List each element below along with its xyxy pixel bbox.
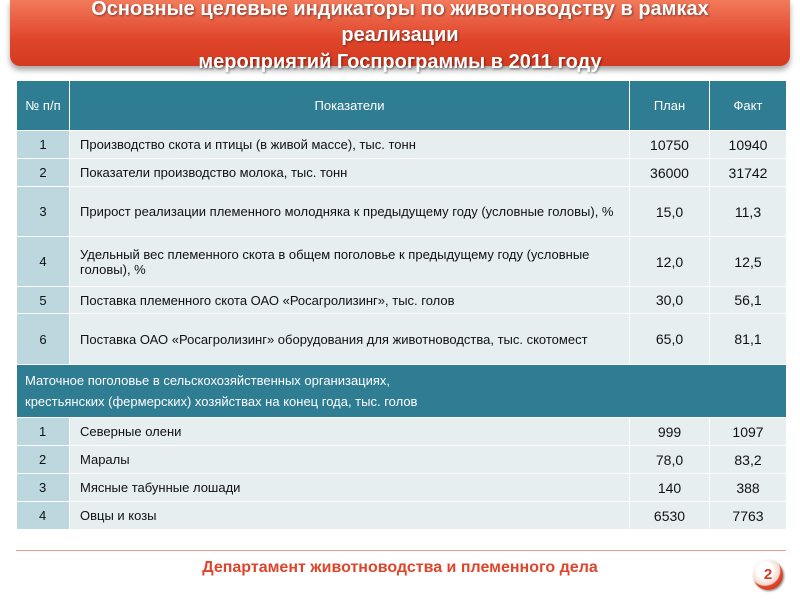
row-indicator: Прирост реализации племенного молодняка к предыдущему году (условные головы), % bbox=[70, 187, 630, 237]
table-row bbox=[17, 314, 787, 365]
row-indicator: Поставка ОАО «Росагролизинг» оборудования для животноводства, тыс. скотомест bbox=[70, 314, 630, 365]
row-fact: 1097 bbox=[710, 418, 787, 446]
row-num: 3 bbox=[17, 187, 70, 237]
section-header bbox=[17, 365, 787, 418]
row-plan: 15,0 bbox=[630, 187, 710, 237]
header-fact: Факт bbox=[710, 81, 787, 131]
row-num: 4 bbox=[17, 502, 70, 530]
row-fact: 10940 bbox=[710, 131, 787, 159]
row-plan: 6530 bbox=[630, 502, 710, 530]
row-indicator: Овцы и козы bbox=[70, 502, 630, 530]
row-num: 6 bbox=[17, 314, 70, 365]
table-row bbox=[17, 502, 787, 530]
row-plan: 10750 bbox=[630, 131, 710, 159]
page-title-line-1: Основные целевые индикаторы по животноводству в рамках bbox=[91, 0, 709, 20]
row-plan: 30,0 bbox=[630, 287, 710, 314]
row-fact: 31742 bbox=[710, 159, 787, 187]
indicators-table bbox=[16, 80, 787, 530]
row-indicator: Производство скота и птицы (в живой массе), тыс. тонн bbox=[70, 131, 630, 159]
row-indicator: Маралы bbox=[70, 446, 630, 474]
table-row bbox=[17, 159, 787, 187]
row-num: 1 bbox=[17, 418, 70, 446]
table-row bbox=[17, 131, 787, 159]
table-row bbox=[17, 187, 787, 237]
row-indicator: Поставка племенного скота ОАО «Росагролизинг», тыс. голов bbox=[70, 287, 630, 314]
row-num: 3 bbox=[17, 474, 70, 502]
row-fact: 388 bbox=[710, 474, 787, 502]
row-num: 1 bbox=[17, 131, 70, 159]
section-header-line-2: крестьянских (фермерских) хозяйствах на конец года, тыс. голов bbox=[25, 394, 418, 409]
row-num: 2 bbox=[17, 446, 70, 474]
row-num: 2 bbox=[17, 159, 70, 187]
footer-divider bbox=[16, 550, 786, 551]
row-plan: 36000 bbox=[630, 159, 710, 187]
footer-department: Департамент животноводства и племенного дела bbox=[202, 559, 598, 576]
row-fact: 11,3 bbox=[710, 187, 787, 237]
table-row bbox=[17, 474, 787, 502]
row-fact: 7763 bbox=[710, 502, 787, 530]
page-title-line-2: реализации bbox=[341, 24, 459, 46]
table-row bbox=[17, 446, 787, 474]
row-plan: 12,0 bbox=[630, 237, 710, 287]
row-num: 5 bbox=[17, 287, 70, 314]
row-plan: 999 bbox=[630, 418, 710, 446]
table-row bbox=[17, 418, 787, 446]
row-plan: 140 bbox=[630, 474, 710, 502]
row-indicator: Мясные табунные лошади bbox=[70, 474, 630, 502]
header-indicator: Показатели bbox=[70, 81, 630, 131]
section-header-line-1: Маточное поголовье в сельскохозяйственных организациях, bbox=[25, 373, 391, 388]
table-header-row bbox=[17, 81, 787, 131]
row-fact: 81,1 bbox=[710, 314, 787, 365]
row-indicator: Показатели производство молока, тыс. тонн bbox=[70, 159, 630, 187]
table-row bbox=[17, 287, 787, 314]
row-fact: 56,1 bbox=[710, 287, 787, 314]
row-indicator: Северные олени bbox=[70, 418, 630, 446]
header-num: № п/п bbox=[17, 81, 70, 131]
row-num: 4 bbox=[17, 237, 70, 287]
row-indicator: Удельный вес племенного скота в общем поголовье к предыдущему году (условные головы), % bbox=[70, 237, 630, 287]
page-number: 2 bbox=[763, 566, 773, 583]
header-plan: План bbox=[630, 81, 710, 131]
page-number-badge bbox=[753, 560, 783, 590]
table-row bbox=[17, 237, 787, 287]
row-fact: 83,2 bbox=[710, 446, 787, 474]
row-fact: 12,5 bbox=[710, 237, 787, 287]
row-plan: 78,0 bbox=[630, 446, 710, 474]
section-header-row bbox=[17, 365, 787, 418]
row-plan: 65,0 bbox=[630, 314, 710, 365]
page-title-line-3: мероприятий Госпрограммы в 2011 году bbox=[198, 51, 602, 73]
